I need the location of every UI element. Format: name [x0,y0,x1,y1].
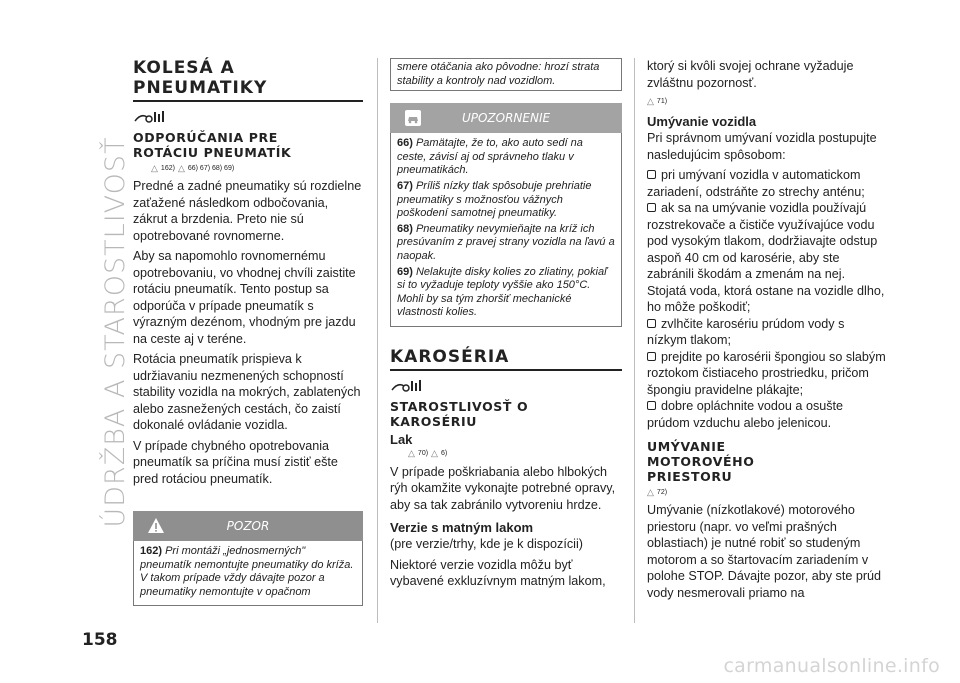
subsection-title: UMÝVANIE MOTOROVÉHO PRIESTORU [647,439,755,484]
car-notice-icon [404,109,422,127]
paragraph: Rotácia pneumatík prispieva k udržiavaniu nezmenených schopností stability vozidla na mokrých, zablatených alebo zasnežených cestách, čo zaistí dokonalé ovládanie vozidla. [133,352,361,432]
matte-heading: Verzie s matným lakom [390,520,534,536]
reference-markers: △ 70) △ 6) [408,448,448,459]
section-title: KOLESÁ A PNEUMATIKY [133,58,363,102]
column-divider [377,58,378,623]
maintenance-symbol-icon [390,377,622,395]
column-3 [647,58,887,605]
bullet-icon [647,203,656,212]
page-number: 158 [82,630,118,650]
list-item: dobre opláchnite vodou a osušte prúdom vzduchu alebo jelenicou. [647,399,844,430]
bullet-icon [647,352,656,361]
reference-markers: △ 71) [647,95,668,106]
list-item: pri umývaní vozidla v automatickom zariadení, odstráňte zo strechy anténu; [647,168,865,199]
subsection-title: STAROSTLIVOSŤ O KAROSÉRIU [390,398,529,429]
reference-markers: △ 72) [647,486,668,497]
bullet-icon [647,319,656,328]
watermark: carmanualsonline.info [723,655,940,677]
caution-triangle-icon: △ [431,448,438,459]
notice-header [390,103,622,133]
paragraph: V prípade poškriabania alebo hlbokých rýh okamžite vykonajte potrebné opravy, aby sa tak zabránilo vytvoreniu hrdze. [390,464,616,512]
paragraph: Predné a zadné pneumatiky sú rozdielne zaťažené následkom odbočovania, zákrut a brzdenia. Preto nie sú opotrebované rovnomerne. [133,179,362,243]
notice-box: 66) Pamätajte, že to, ako auto sedí na ceste, závisí aj od správneho tlaku v pneumatikách. 67) Príliš nízky tlak spôsobuje prehriatie pneumatiky s možnosťou vážnych poškodení samotnej pneumatiky. 68) Pneumatiky nevymieňajte na kríž ich presúvaním z pravej strany vozidla na ľavú a naopak. 69) Nelakujte disky kolies zo zliatiny, pokiaľ si to vyžaduje teploty vyššie ako 150°C. Mohli by sa tým zhoršiť mechanické vlastnosti kolies. [390,133,622,327]
paragraph: Pri správnom umývaní vozidla postupujte nasledujúcim spôsobom: [647,131,877,162]
warning-triangle-icon: △ [408,448,415,459]
list-item: ak sa na umývanie vozidla používajú rozstrekovače a čističe využívajúce vodu pod vysokým tlakom, dodržiavajte odstup aspoň 40 cm od karosérie, aby ste zabránili škodám a zmenám na nej. Stojatá voda, ktorá ostane na vozidle dlho, ho môže poškodiť; [647,201,885,314]
column-divider [634,58,635,623]
warning-number: 162) [140,545,163,557]
section-title: KAROSÉRIA [390,347,622,371]
bullet-icon [647,401,656,410]
paragraph: (pre verzie/trhy, kde je k dispozícii) [390,537,583,552]
caution-triangle-icon: △ [177,162,185,173]
paragraph: Niektoré verzie vozidla môžu byť vybavené exkluzívnym matným lakom, [390,557,606,589]
paragraph: Aby sa napomohlo rovnomernému opotrebovaniu, vo vhodnej chvíli zaistite rotáciu pneumatík. Tento postup sa odporúča v prípade pneumatík s výrazným dezénom, vhodným pre jazdu na ceste aj v teréne. [133,249,356,346]
warning-text: Pri montáži „jednosmerných" pneumatík nemontujte pneumatiky do kríža. V takom prípade vždy dávajte pozor a pneumatiky nemontujte v opačnom [140,545,354,598]
column-2 [390,58,622,594]
list-item: prejdite po karosérii špongiou so slabým roztokom čistiaceho prostriedku, pričom špongiu pravidelne plákajte; [647,349,886,397]
subsection-title: ODPORÚČANIA PRE ROTÁCIU PNEUMATÍK [133,130,292,160]
reference-markers: △ 162) △ 66) 67) 68) 69) [151,162,235,173]
warning-icon [147,517,165,535]
paragraph: Umývanie (nízkotlakové) motorového priestoru (napr. vo veľmi prašných oblastiach) je nutné robiť so studeným motorom a so štartovacím zariadením v polohe STOP. Dávajte pozor, aby ste prúd vody nesmerovali priamo na [647,503,882,600]
warning-title: POZOR [226,519,270,533]
notice-title: UPOZORNENIE [461,111,551,126]
paragraph: ktorý si kvôli svojej ochrane vyžaduje zvláštnu pozornosť. [647,59,854,90]
wash-heading: Umývanie vozidla [647,114,757,129]
caution-triangle-icon: △ [647,95,654,106]
maintenance-symbol-icon [133,108,363,126]
column-1 [133,58,363,606]
warning-header [133,511,363,541]
caution-triangle-icon: △ [647,486,654,497]
lak-heading: Lak [390,431,413,447]
warning-continued-box: smere otáčania ako pôvodne: hrozí strata stability a kontroly nad vozidlom. [390,58,622,91]
bullet-icon [647,170,656,179]
warning-triangle-icon: △ [151,162,158,173]
paragraph: V prípade chybného opotrebovania pneumatík sa príčina musí zistiť ešte pred rotáciou pneumatík. [133,438,338,486]
list-item: zvlhčite karosériu prúdom vody s nízkym tlakom; [647,316,845,347]
warning-box [133,541,363,606]
